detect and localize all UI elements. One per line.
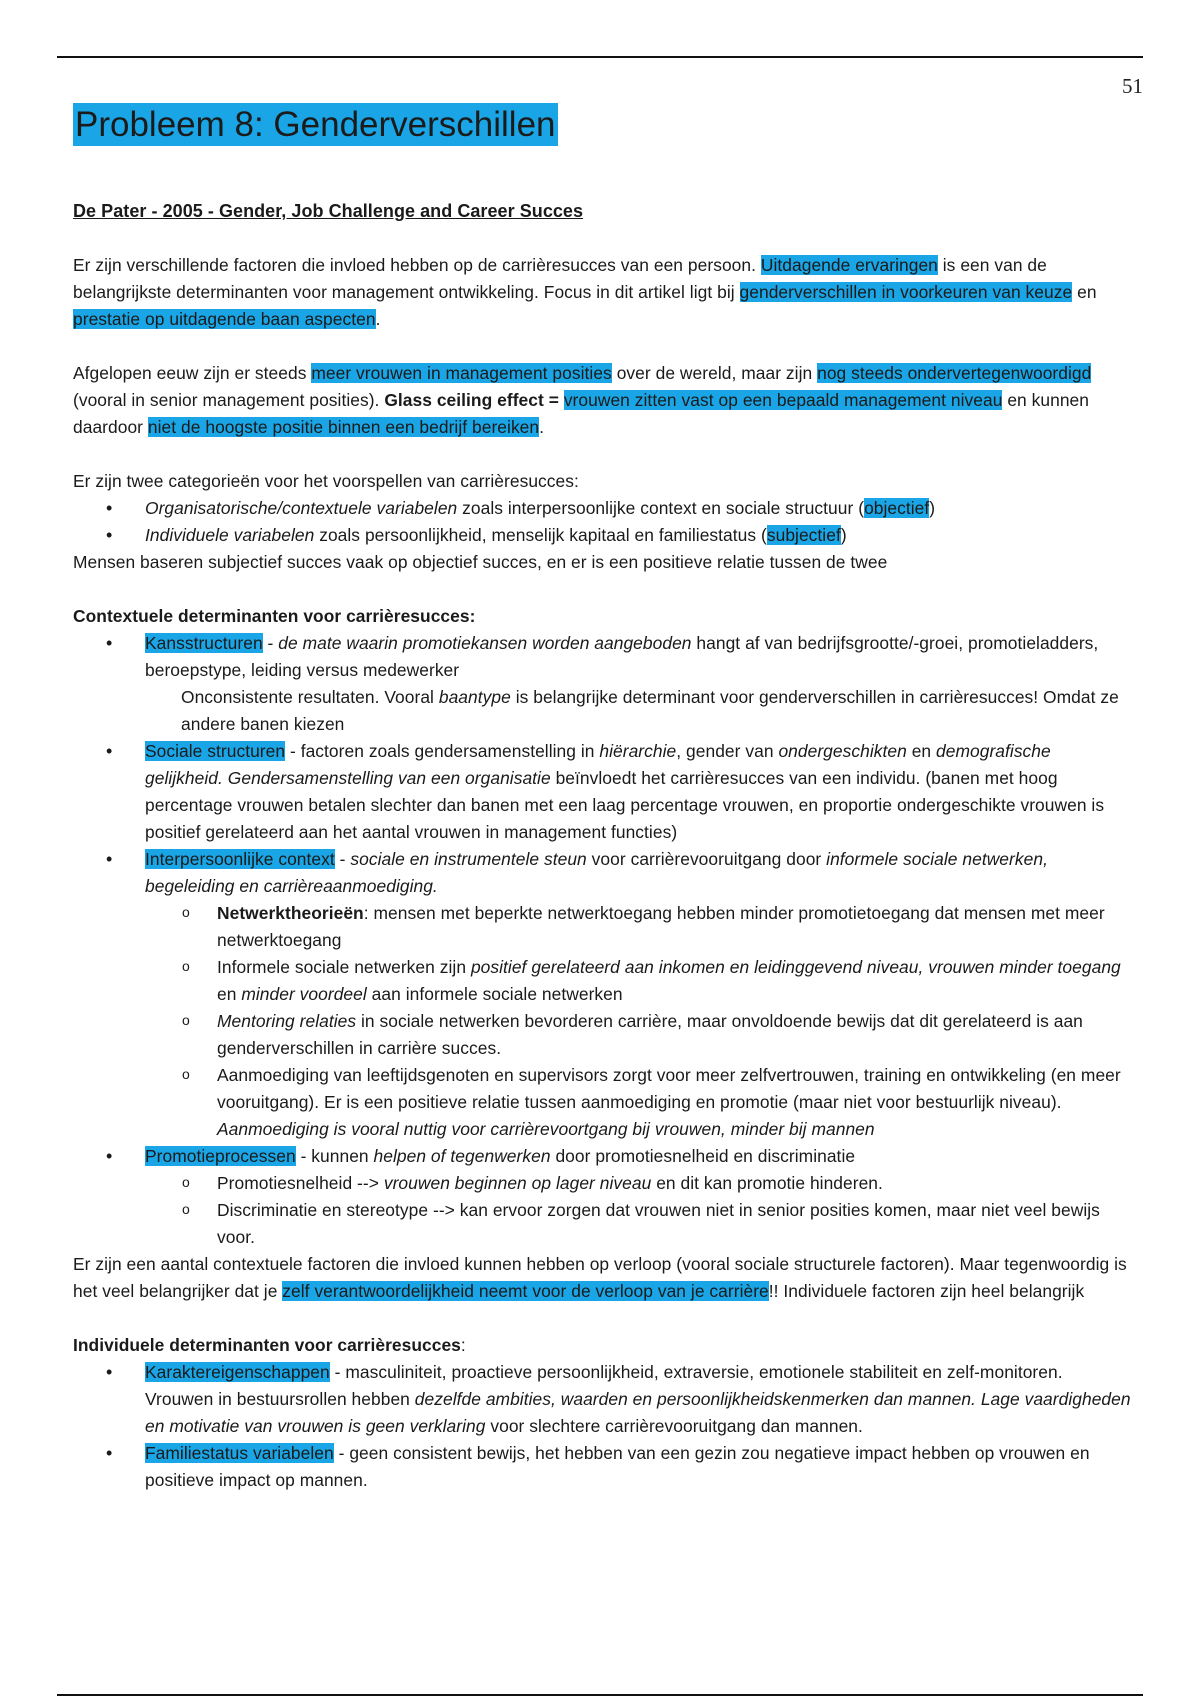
- intro-paragraph: Er zijn verschillende factoren die invloed hebben op de carrièresucces van een persoon. Uitdagende ervaringen is een van de belangrijkste determinanten voor management ontwikkeling. Focus in dit artikel ligt bij genderverschillen in voorkeuren van keuze en prestatie op uitdagende baan aspecten.: [73, 255, 1097, 329]
- highlight: Promotieprocessen: [145, 1146, 296, 1166]
- individual-heading: Individuele determinanten voor carrièresucces:: [73, 1335, 466, 1355]
- page-number: 51: [1122, 74, 1143, 98]
- sub-list-item: o Promotiesnelheid --> vrouwen beginnen op lager niveau en dit kan promotie hinderen.: [145, 1170, 1133, 1197]
- list-item: • Kansstructuren - de mate waarin promotiekansen worden aangeboden hangt af van bedrijfsgrootte/-groei, promotieladders, beroepstype, leiding versus medewerker Onconsistente resultaten. Vooral baantype is belangrijke determinant voor genderverschillen in carrièresucces! Omdat ze andere banen kiezen: [73, 630, 1133, 738]
- list-item: • Interpersoonlijke context - sociale en instrumentele steun voor carrièrevooruitgang door informele sociale netwerken, begeleiding en carrièreaanmoediging. o Netwerktheorieën: mensen met beperkte netwerktoegang hebben minder promotietoegang dat mensen met meer netwerktoegang o Informele sociale netwerken zijn positief gerelateerd aan inkomen en leidinggevend niveau, vrouwen minder toegang en minder voordeel aan informele sociale netwerken o Mentoring relaties in sociale netwerken bevorderen carrière, maar onvoldoende bewijs dat dit gerelateerd is aan genderverschillen in carrière succes. o Aanmoediging van leeftijdsgenoten en supervisors zorgt voor meer zelfvertrouwen, training en ontwikkeling (en meer vooruitgang). Er is een positieve relatie tussen aanmoediging en promotie (maar niet voor bestuurlijk niveau). Aanmoediging is vooral nuttig voor carrièrevoortgang bij vrouwen, minder bij mannen: [73, 846, 1133, 1143]
- highlight: Interpersoonlijke context: [145, 849, 335, 869]
- sub-list-item: o Netwerktheorieën: mensen met beperkte netwerktoegang hebben minder promotietoegang dat mensen met meer netwerktoegang: [145, 900, 1133, 954]
- list-item-note: Onconsistente resultaten. Vooral baantype is belangrijke determinant voor genderverschillen in carrièresucces! Omdat ze andere banen kiezen: [181, 687, 1119, 734]
- highlight: Sociale structuren: [145, 741, 286, 761]
- highlight: prestatie op uitdagende baan aspecten: [73, 309, 376, 329]
- list-item: • Sociale structuren - factoren zoals gendersamenstelling in hiërarchie, gender van ondergeschikten en demografische gelijkheid. Gendersamenstelling van een organisatie beïnvloedt het carrièresucces van een individu. (banen met hoog percentage vrouwen betalen slechter dan banen met een laag percentage vrouwen, en proportie ondergeschikte vrouwen is positief gerelateerd aan het aantal vrouwen in management functies): [73, 738, 1133, 846]
- individual-list: [73, 1359, 1133, 1494]
- page-title: [73, 100, 558, 150]
- contextual-closing: Er zijn een aantal contextuele factoren die invloed kunnen hebben op verloop (vooral sociale structurele factoren). Maar tegenwoordig is het veel belangrijker dat je zelf verantwoordelijkheid neemt voor de verloop van je carrière!! Individuele factoren zijn heel belangrijk: [73, 1254, 1127, 1301]
- list-item: • Familiestatus variabelen - geen consistent bewijs, het hebben van een gezin zou negatieve impact hebben op vrouwen en positieve impact op mannen.: [73, 1440, 1133, 1494]
- sub-list-item: o Discriminatie en stereotype --> kan ervoor zorgen dat vrouwen niet in senior posities komen, maar niet veel bewijs voor.: [145, 1197, 1133, 1251]
- bottom-rule: [57, 1694, 1143, 1696]
- list-item: • Organisatorische/contextuele variabelen zoals interpersoonlijke context en sociale structuur (objectief): [73, 495, 1133, 522]
- reference-heading: De Pater - 2005 - Gender, Job Challenge and Career Succes: [73, 201, 584, 221]
- highlight: meer vrouwen in management posities: [311, 363, 612, 383]
- categories-after: Mensen baseren subjectief succes vaak op objectief succes, en er is een positieve relatie tussen de twee: [73, 552, 888, 572]
- list-item: • Karaktereigenschappen - masculiniteit, proactieve persoonlijkheid, extraversie, emotionele stabiliteit en zelf-monitoren. Vrouwen in bestuursrollen hebben dezelfde ambities, waarden en persoonlijkheidskenmerken dan mannen. Lage vaardigheden en motivatie van vrouwen is geen verklaring voor slechtere carrièrevooruitgang dan mannen.: [73, 1359, 1133, 1440]
- highlight: vrouwen zitten vast op een bepaald management niveau: [563, 390, 1003, 410]
- title-highlight: Probleem 8: Genderverschillen: [75, 105, 556, 144]
- contextual-list: [73, 630, 1133, 1251]
- highlight: genderverschillen in voorkeuren van keuze: [739, 282, 1073, 302]
- sub-list: [145, 900, 1133, 1143]
- highlight: Uitdagende ervaringen: [760, 255, 938, 275]
- list-item: • Promotieprocessen - kunnen helpen of tegenwerken door promotiesnelheid en discriminatie o Promotiesnelheid --> vrouwen beginnen op lager niveau en dit kan promotie hinderen. o Discriminatie en stereotype --> kan ervoor zorgen dat vrouwen niet in senior posities komen, maar niet veel bewijs voor.: [73, 1143, 1133, 1251]
- sub-list-item: o Aanmoediging van leeftijdsgenoten en supervisors zorgt voor meer zelfvertrouwen, training en ontwikkeling (en meer vooruitgang). Er is een positieve relatie tussen aanmoediging en promotie (maar niet voor bestuurlijk niveau). Aanmoediging is vooral nuttig voor carrièrevoortgang bij vrouwen, minder bij mannen: [145, 1062, 1133, 1143]
- top-rule: [57, 56, 1143, 58]
- sub-list-item: o Mentoring relaties in sociale netwerken bevorderen carrière, maar onvoldoende bewijs dat dit gerelateerd is aan genderverschillen in carrière succes.: [145, 1008, 1133, 1062]
- highlight: Familiestatus variabelen: [145, 1443, 334, 1463]
- document-body: [73, 198, 1133, 1494]
- highlight: nog steeds ondervertegenwoordigd: [817, 363, 1092, 383]
- categories-intro: Er zijn twee categorieën voor het voorspellen van carrièresucces:: [73, 471, 579, 491]
- highlight: Kansstructuren: [145, 633, 263, 653]
- highlight: niet de hoogste positie binnen een bedrijf bereiken: [147, 417, 540, 437]
- highlight: objectief: [864, 498, 930, 518]
- list-item: • Individuele variabelen zoals persoonlijkheid, menselijk kapitaal en familiestatus (subjectief): [73, 522, 1133, 549]
- glass-ceiling-paragraph: Afgelopen eeuw zijn er steeds meer vrouwen in management posities over de wereld, maar zijn nog steeds ondervertegenwoordigd (vooral in senior management posities). Glass ceiling effect = vrouwen zitten vast op een bepaald management niveau en kunnen daardoor niet de hoogste positie binnen een bedrijf bereiken.: [73, 363, 1092, 437]
- highlight: Karaktereigenschappen: [145, 1362, 330, 1382]
- categories-list: [73, 495, 1133, 549]
- highlight: zelf verantwoordelijkheid neemt voor de verloop van je carrière: [282, 1281, 769, 1301]
- contextual-heading: Contextuele determinanten voor carrièresucces:: [73, 606, 476, 626]
- highlight: subjectief: [766, 525, 841, 545]
- sub-list-item: o Informele sociale netwerken zijn positief gerelateerd aan inkomen en leidinggevend niveau, vrouwen minder toegang en minder voordeel aan informele sociale netwerken: [145, 954, 1133, 1008]
- sub-list: [145, 1170, 1133, 1251]
